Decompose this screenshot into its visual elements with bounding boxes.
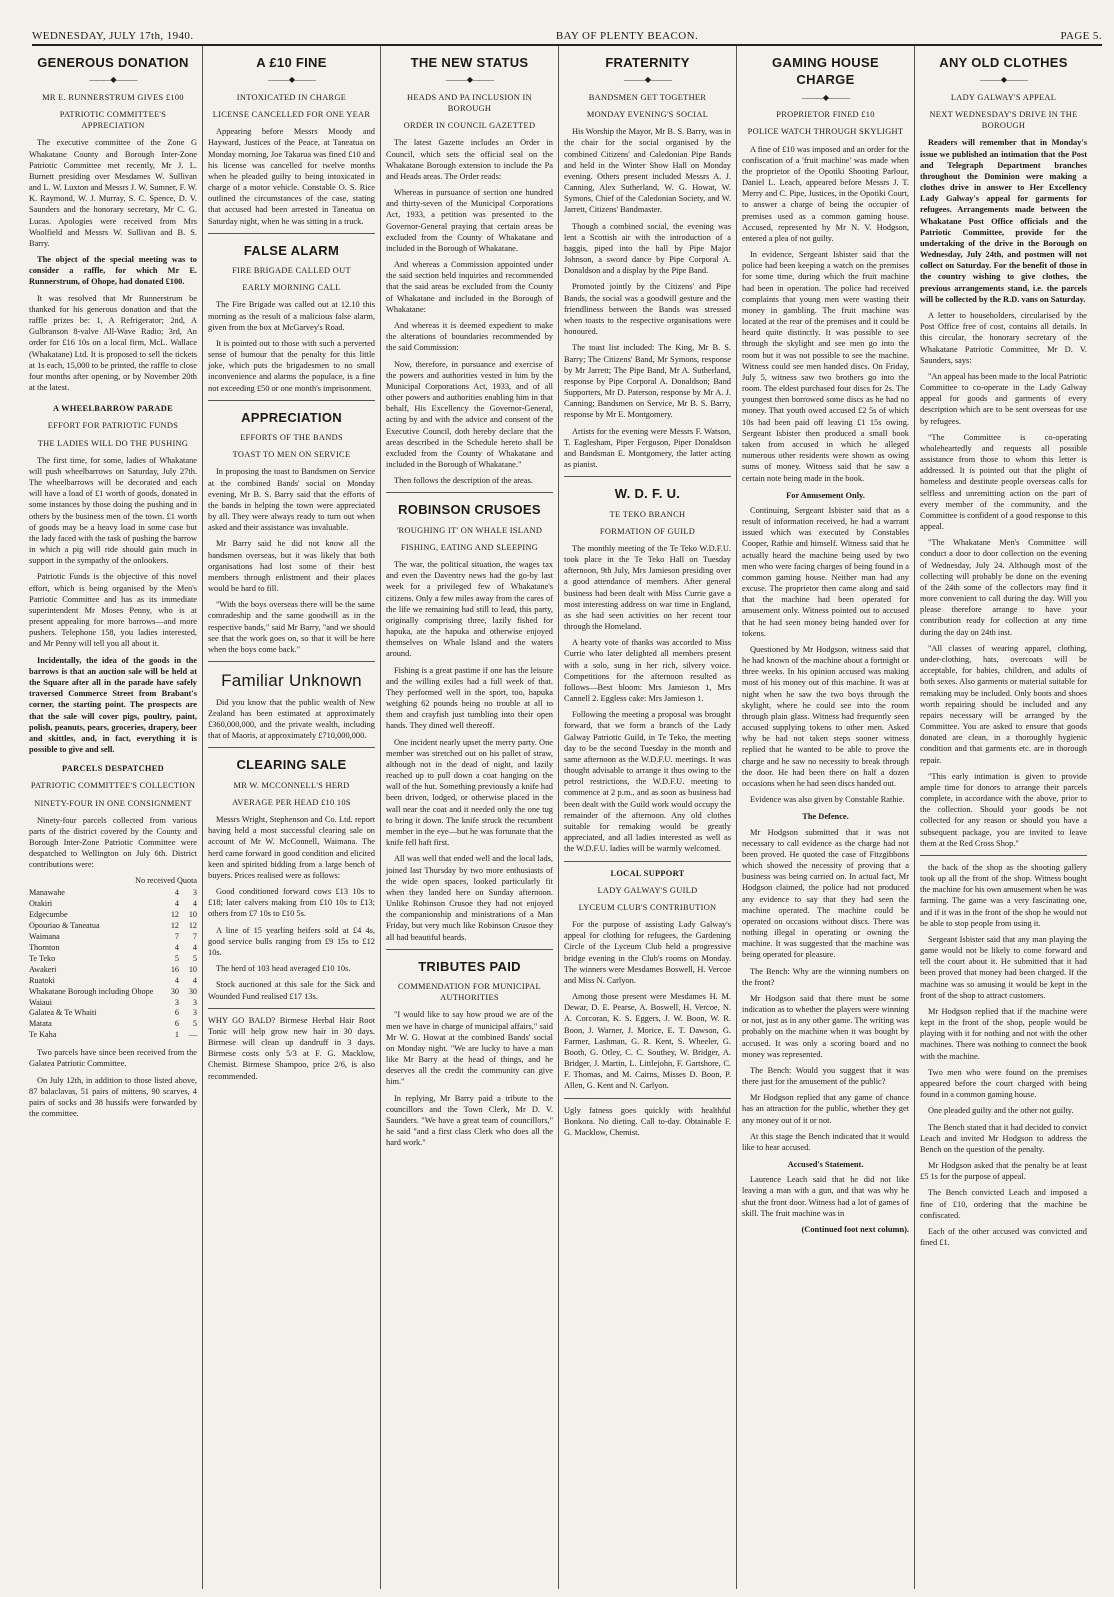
paragraph: The war, the political situation, the wages tax and even the Daventry news had the go-by last week for a privileged few of Whakatane's citizens. Only a few miles away from the cares of the life we remaining had still to lead, this party, originally comprising three, lazily fished for hapuka, ate the hapuka and otherwise enjoyed themselves on Whale Island and the waters around. — [386, 560, 553, 659]
headline-gaming-house-charge: GAMING HOUSE CHARGE — [772, 55, 879, 88]
paragraph: The executive committee of the Zone G Whakatane County and Borough Inter-Zone Patriotic Committee met recently, Mr J. L. Burnett presiding over Mesdames W. Sullivan and L. W. Luxton and Messrs J. W. Sumner, F. W. K. Raymond, W. J. Murray, S. C. Spence, D. V. Saunders and the honorary secretary, Mr C. G. Lucas. Apologies were received from Mrs Woolfield and Messrs W. Sullivan and B. S. Barry. — [29, 138, 197, 248]
column-6 — [914, 46, 1092, 1589]
table-cell-quota: 5 — [192, 1019, 197, 1029]
headline-fraternity: FRATERNITY — [605, 55, 690, 70]
paragraph: For the purpose of assisting Lady Galway's appeal for clothing for refugees, the Gardening Circle of the Lyceum Club held a progressive bridge evening in the Club's rooms on Monday. The winners were Mesdames Boswell, H. Vercoe and Miss N. Carlyon. — [564, 920, 731, 985]
paragraph: Incidentally, the idea of the goods in the barrows is that an auction sale will be held at the Square after all in the parade have safely traversed Commerce Street from Brabant's corner, the starting point. The prospects are that the sale will cover pigs, poultry, paint, polish, peanuts, pears, groceries, drapery, beer and skittles, and, in fact, everything it is possible to give and sell. — [29, 655, 197, 755]
table-cell-quota: 10 — [188, 964, 197, 974]
table-cell-name: Waiaui — [29, 997, 52, 1007]
table-cell-received: 4 — [174, 899, 179, 909]
section-subhead: For Amusement Only. — [786, 490, 865, 500]
column-4 — [558, 46, 736, 1589]
divider — [564, 1098, 731, 1099]
column-3 — [380, 46, 558, 1589]
table-cell-received: 1 — [174, 1030, 179, 1040]
paragraph: Two men who were found on the premises appeared before the court charged with being found in a common gaming house. — [920, 1067, 1087, 1100]
table-cell-quota: 10 — [188, 910, 197, 920]
subhead: EARLY MORNING CALL — [242, 283, 341, 293]
paragraph: At this stage the Bench indicated that it would like to hear accused. — [742, 1131, 909, 1152]
paragraph: And whereas a Commission appointed under the said section held inquiries and recommended that the said areas be excluded from the County of Whakatane and included in the Borough of Whakatane: — [386, 260, 553, 314]
table-row — [29, 987, 197, 998]
subhead: THE LADIES WILL DO THE PUSHING — [37, 438, 189, 448]
table-cell-name: Manawahe — [29, 888, 65, 898]
table-cell-quota: 30 — [188, 986, 197, 996]
paragraph: "The Whakatane Men's Committee will conduct a door to door collection on the evening of Wednesday, July 24. Although most of the collecting will probably be done on the evening of the 24th some of the collectors may find it more convenient to call during the day. Will you please therefore arrange to have your contribution ready for collection at any time during the day on 24th inst. — [920, 538, 1087, 637]
subhead: POLICE WATCH THROUGH SKYLIGHT — [747, 127, 904, 137]
subhead: PATRIOTIC COMMITTEE'S COLLECTION — [30, 781, 196, 791]
paragraph: Artists for the evening were Messrs F. Watson, T. Eaglesham, Piper Ferguson, Piper Donaldson and Bandsman E. Montgomery, the latter acting as pianist. — [564, 426, 731, 470]
table-cell-received: 5 — [174, 953, 179, 963]
divider — [564, 861, 731, 862]
table-cell-quota: 12 — [188, 921, 197, 931]
table-cell-name: Waimana — [29, 932, 60, 942]
paragraph: "I would like to say how proud we are of the men we have in charge of municipal affairs," said Mr W. G. Howat at the combined Bands' social on Monday night. "We are lucky to have a man like Mr Barry at the head of things, and he deserves all the credit the community can give him." — [386, 1010, 553, 1087]
subhead: LADY GALWAY'S APPEAL — [950, 92, 1057, 102]
paragraph: And whereas it is deemed expedient to make the alterations of boundaries recommended by the said Commission: — [386, 321, 553, 353]
paragraph: All was well that ended well and the local lads, joined last Thursday by two more enthusiasts of the wide open spaces, looked particularly fit when they landed here on Sunday afternoon. Unlike Robinson Crusoe they had not enjoyed the companionship and ministrations of a Man Friday, but very much like Robinson Crusoe they all had beautiful beards. — [386, 854, 553, 942]
subhead: PROPRIETOR FINED £10 — [776, 110, 875, 120]
table-row — [29, 910, 197, 921]
paragraph: Evidence was also given by Constable Rathie. — [750, 795, 905, 805]
headline-ten-pound-fine: A £10 FINE — [256, 55, 327, 70]
table-cell-quota: — — [188, 1030, 197, 1040]
column-2 — [202, 46, 380, 1589]
headline-local-support: LOCAL SUPPORT — [610, 868, 685, 878]
table-row — [29, 1008, 197, 1019]
advertisement: Ugly fatness goes quickly with healthful Bonkora. No dieting. Call to-day. Obtainable F. G. Macklow, Chemist. — [564, 1105, 731, 1137]
table-cell-received: 12 — [170, 921, 179, 931]
table-row — [29, 998, 197, 1009]
table-cell-name: Whakatane Borough including Ohope — [29, 986, 154, 996]
paragraph: "With the boys overseas there will be the same comradeship and the same goodwill as in the respective bands," said Mr Barry, "and we should see that the work goes on, so that it will be here when the boys come back." — [208, 600, 375, 654]
paragraph: Questioned by Mr Hodgson, witness said that he had known of the machine about a fortnight or three weeks. In his opinion accused was making most of his money out of this machine. It was at night when he saw the two boys through the skylight, where he could see into the room through plain glass. Witness had frequently seen accused supplying tokens to other men. Asked why he had not taken steps sooner witness replied that he wanted to be able to prove the charge and he saw no necessity to break through the door. He had been there on half a dozen occasions when he had seen discs handed out. — [742, 644, 909, 788]
paragraph: "An appeal has been made to the local Patriotic Committee to co-operate in the Lady Galway appeal for goods and garments of every description which are to be sent overseas for use by refugees. — [920, 371, 1087, 426]
paragraph: Mr Hodgson replied that if the machine were kept in the front of the shop, people would be playing with it for nothing and not with the other machines. There was nothing to connect the book with the machine. — [920, 1006, 1087, 1061]
subhead: TE TEKO BRANCH — [609, 509, 686, 519]
ornament-rule: ———◆——— — [267, 75, 316, 85]
divider — [386, 949, 553, 950]
paragraph: Continuing, Sergeant Isbister said that as a result of information received, he had a warrant issued which was executed by Constables Cooper, Rathie and himself. Witness said that he actually heard the machine being used by two men who were facing charges of being found in a common gaming house. Neither man had any excuse. The proprietor then came along and said that the machine had been operated for amusement only. Witness pointed out to accused that he had seen money being handed over for tokens. — [742, 505, 909, 638]
table-cell-quota: 4 — [192, 943, 197, 952]
paragraph: Now, therefore, in pursuance and exercise of the powers and authorities vested in him by the Municipal Corporations Act, 1933, and of all other powers and authorities enabling him in that behalf, His Excellency the Governor-General, acting by and with the advice and consent of the Executive Council, doth hereby declare that the areas described in the Schedule hereto shall be excluded from the County of Whakatane and included in the Borough of Whakatane." — [386, 359, 553, 470]
subhead: TOAST TO MEN ON SERVICE — [232, 450, 351, 460]
paragraph: Mr Hodgson said that there must be some indication as to whether the players were winning or not, just as in any other game. The writing was probably on the machine when it was bought by accused. It was only a scoring board and no money was represented. — [742, 993, 909, 1059]
paragraph: One pleaded guilty and the other not guilty. — [928, 1106, 1074, 1116]
paragraph: It was resolved that Mr Runnerstrum be thanked for his generous donation and that the raffle prizes be: 1, A Refrigerator; 2nd, A Gulbranson 8-valve All-Wave Radio; 3rd, An order for £16 10s on a local firm, McL. Wallace (Whakatane) Ltd. It is proposed to sell the tickets at 1s each, 15,000 to be printed, the raffle to close four months after opening, or by November 20th at the latest. — [29, 293, 197, 393]
headline-wdfu: W. D. F. U. — [614, 486, 681, 502]
table-cell-name: Matata — [29, 1019, 52, 1029]
subhead: BANDSMEN GET TOGETHER — [588, 92, 707, 102]
table-cell-received: 30 — [170, 986, 179, 996]
paragraph: The first time, for some, ladies of Whakatane will push wheelbarrows on Saturday, July 27th. The wheelbarrows will be decorated and each will have a load of £1 worth of goods, donated in some instances by those doing the pushing and in others by the business men of the town. £1 worth of goods may be a heavy load in some case but the lady faced with the task of pushing the barrow in which a pig will ride should gain much in support in the sympathy of the onlookers. — [29, 455, 197, 566]
subhead: MR E. RUNNERSTRUM GIVES £100 — [42, 92, 184, 102]
divider — [208, 747, 375, 748]
paragraph: Good conditioned forward cows £13 10s to £18; later calvers making from £10 10s to £13; others from £7 10s to £10 5s. — [208, 887, 375, 919]
table-cell-received: 12 — [170, 910, 179, 920]
paragraph: Mr Hodgson submitted that it was not necessary to call evidence as the charge had not been proved. He quoted the case of Fitzgibbons which showed the necessity of proving that a business was being carried on. In actual fact, Mr Hodgson claimed, the police had not produced any evidence to say that they had seen the machine operated. The machine could be operated on occasions without discs. There was nothing illegal in operating or owning the machine. It was suggested that the machine was being operated for pleasure. — [742, 827, 909, 960]
paragraph: "This early intimation is given to provide ample time for donors to arrange their parcels complete, in accordance with the above, prior to the collection. Should your goods be not collected for any reason or should you have a subsequent package, you are invited to leave them at the Red Cross Shop." — [920, 771, 1087, 848]
divider — [208, 1008, 375, 1009]
paragraph: The object of the special meeting was to consider a raffle, for which Mr E. Runnerstrum, of Ohope, had donated £100. — [29, 255, 197, 287]
table-cell-name: Thornton — [29, 943, 60, 952]
paragraph: A hearty vote of thanks was accorded to Miss Currie who later delighted all members present with a solo, sung in her rich, silvery voice. Competitions for the afternoon resulted as follows—Best bloom: Mrs Jamieson 1, Mrs Cannell 2. Eggless cake: Mrs Jamieson 1. — [564, 638, 731, 704]
column-1 — [24, 46, 202, 1589]
headline-clearing-sale: CLEARING SALE — [236, 757, 347, 773]
table-row — [29, 976, 197, 987]
paragraph: Following the meeting a proposal was brought forward, that we form a branch of the Lady Galway Patriotic Guild, in Te Teko, the meeting day to be the second Tuesday in the month and same afternoon as the W.D.F.U. meetings. It was thought advisable to arrange it thus owing to the petrol restrictions, the W.D.F.U. meeting to commence at 2 p.m., and as soon as business had been dealt with the Guild work would occupy the remainder of the afternoon. Any old clothes suitable for remaking would be greatly appreciated, and all ladies interested as well as the W.D.F.U. ladies will be warmly welcomed. — [564, 710, 731, 854]
headline-robinson-crusoes: ROBINSON CRUSOES — [398, 502, 541, 518]
column-5 — [736, 46, 914, 1589]
divider — [920, 855, 1087, 856]
divider — [386, 492, 553, 493]
paragraph: Messrs Wright, Stephenson and Co. Ltd. report having held a most successful clearing sale on account of Mr W. McConnell, Waimana. The herd came forward in good condition and elicited keen and spirited bidding from a large bench of buyers. Prices realised were as follows: — [208, 815, 375, 880]
paragraph: Two parcels have since been received from the Galatea Patriotic Committee. — [29, 1048, 197, 1069]
headline-wheelbarrow-parade: A WHEELBARROW PARADE — [52, 404, 173, 414]
table-cell-received: 7 — [174, 932, 179, 942]
paragraph: His Worship the Mayor, Mr B. S. Barry, was in the chair for the social organised by the combined Citizens' and Caledonian Pipe Bands and held in the Winter Show Hall on Monday evening. Others present included Messrs A. J. Canning, Alex Sutherland, W. G. Howat, W. Symons, Chief of the Caledonian Society, and W. Jarrett, Citizens' Bandmaster. — [564, 127, 731, 215]
paragraph: In replying, Mr Barry paid a tribute to the councillors and the Town Clerk, Mr D. V. Saunders. "We have a great team of councillors," he said "and a first class Clerk who does all the hard work." — [386, 1093, 553, 1148]
headline-familiar-unknown: Familiar Unknown — [221, 671, 362, 691]
subhead: LICENSE CANCELLED FOR ONE YEAR — [212, 110, 371, 120]
paragraph: Stock auctioned at this sale for the Sick and Wounded Fund realised £17 13s. — [208, 980, 375, 1001]
table-header: No received Quota — [135, 875, 197, 885]
table-cell-name: Otakiri — [29, 899, 53, 909]
subhead: INTOXICATED IN CHARGE — [236, 92, 347, 102]
subhead: EFFORT FOR PATRIOTIC FUNDS — [47, 421, 179, 431]
paragraph: Sergeant Isbister said that any man playing the game would not be likely to come forward and tell the court about it. He submitted that it had been proved that money had been charged. If the machine was so amusing it would be kept in the front of the shop to attract customers. — [920, 934, 1087, 1000]
subhead: MR W. MCCONNELL'S HERD — [233, 780, 350, 790]
paragraph: The latest Gazette includes an Order in Council, which sets the official seal on the Whakatane Borough extension to include the Pa and Heads areas. The Order reads: — [386, 138, 553, 181]
headline-false-alarm: FALSE ALARM — [243, 242, 340, 258]
page-number: PAGE 5. — [1060, 30, 1102, 42]
subhead: FISHING, EATING AND SLEEPING — [400, 542, 539, 552]
paragraph: The Fire Brigade was called out at 12.10 this morning as the result of a malicious false alarm, given from the box at McGarvey's Road. — [208, 300, 375, 332]
table-row — [29, 954, 197, 965]
paragraph: The Bench convicted Leach and imposed a fine of £10, ordering that the machine be confiscated. — [920, 1188, 1087, 1220]
paragraph: The Bench stated that it had decided to convict Leach and invited Mr Hodgson to address the Bench on the question of the penalty. — [920, 1122, 1087, 1154]
paragraph: the back of the shop as the shooting gallery took up all the front of the shop. Witness bought the machine for his own amusement when he was farming. The game was a very fascinating one, and if it was in the front of the shop he would not be able to stop people from using it. — [920, 862, 1087, 928]
advertisement: WHY GO BALD? Birmese Herbal Hair Root Tonic will help grow new hair in 30 days. Birmese will clean up dandruff in 3 days. Birmese costs only 5/3 at F. G. Macklow, Chemist. Birmese Shampoo, price 2/6, is also recommended. — [208, 1015, 375, 1081]
headline-tributes-paid: TRIBUTES PAID — [418, 958, 521, 974]
subhead: EFFORTS OF THE BANDS — [240, 433, 343, 443]
table-cell-name: Galatea & Te Whaiti — [29, 1008, 97, 1018]
paragraph: "The Committee is co-operating wholeheartedly and requests all possible assistance from those to whom this letter is addressed. It is pointed out that the plight of homeless and destitute people overseas calls for selfless and unremitting action on the part of every member of the community, and the Committee is confident of a good response to this appeal. — [920, 432, 1087, 532]
subhead: ORDER IN COUNCIL GAZETTED — [403, 121, 536, 131]
table-cell-name: Opouriao & Taneatua — [29, 921, 100, 931]
paragraph: On July 12th, in addition to those listed above, 87 balaclavas, 51 pairs of mittens, 90 scarves, 4 pairs of socks and 38 hussifs were forwarded by the committee. — [29, 1075, 197, 1119]
divider — [208, 400, 375, 401]
columns — [24, 46, 1102, 1589]
subhead: HEADS AND PA INCLUSION IN BOROUGH — [407, 92, 532, 114]
paragraph: It is pointed out to those with such a perverted sense of humour that the penalty for this little joke, which puts the brigadesmen to no small inconvenience and alarms the populace, is a fine not exceeding £50 or one month's imprisonment. — [208, 338, 375, 393]
subhead: MONDAY EVENING'S SOCIAL — [586, 110, 709, 120]
subhead: 'ROUGHING IT' ON WHALE ISLAND — [396, 525, 543, 535]
ornament-rule: ———◆——— — [445, 75, 494, 85]
table-cell-quota: 7 — [192, 932, 197, 942]
subhead: LADY GALWAY'S GUILD — [597, 885, 698, 895]
headline-any-old-clothes: ANY OLD CLOTHES — [939, 55, 1068, 70]
paragraph: In proposing the toast to Bandsmen on Service at the combined Bands' social on Monday evening, Mr B. S. Barry said that the efforts of the bands in helping the town were appreciated by all. They were always ready to turn out when asked and their assistance was invaluable. — [208, 467, 375, 533]
table-row — [29, 1019, 197, 1030]
continued-note: (Continued foot next column). — [801, 1225, 909, 1234]
paragraph: A letter to householders, circularised by the Post Office free of cost, contains all details. In this circular, the honorary secretary of the Whakatane Patriotic Committee, Mr D. V. Saunders, says: — [920, 311, 1087, 365]
table-cell-received: 3 — [174, 997, 179, 1007]
ornament-rule: ———◆——— — [979, 75, 1028, 85]
paragraph: Among those present were Mesdames H. M. Dewar, D. E. Pearse, A. Boswell, H. Vercoe, N. A. Corcoran, K. S. Eggers, J. W. Boon, W. R. Boon, J. Warner, J. Morice, E. T. Dawson, G. Farmer, Lashman, G. R. Kent, S. Wheeler, G. Booth, G. Otley, C. C. Southey, W. Bridger, A. Bridger, J. Martin, L. Littlejohn, F. Gartshore, C. F. Thomas, and M. Cairns, Misses D. Boon, P. Allen, G. Kent and N. Carlyon. — [564, 992, 731, 1091]
table-cell-received: 6 — [174, 1019, 179, 1029]
paragraph: The Bench: Would you suggest that it was there just for the amusement of the public? — [742, 1065, 909, 1087]
masthead — [32, 26, 1102, 46]
table-row — [29, 965, 197, 976]
table-cell-name: Te Teko — [29, 953, 56, 963]
headline-appreciation: APPRECIATION — [241, 409, 342, 425]
section-subhead: Accused's Statement. — [787, 1160, 864, 1170]
divider — [564, 476, 731, 477]
table-row — [29, 943, 197, 954]
paragraph: Mr Barry said he did not know all the bandsmen overseas, but it was likely that both organisations had lost some of their best members through enlistment and their places would be hard to fill. — [208, 539, 375, 594]
paragraph: A line of 15 yearling heifers sold at £4 4s, good service bulls ranging from £9 15s to £12 10s. — [208, 925, 375, 957]
subhead: PATRIOTIC COMMITTEE'S APPRECIATION — [59, 110, 167, 131]
table-cell-quota: 3 — [192, 1008, 197, 1018]
table-cell-name: Awakeri — [29, 964, 57, 974]
paragraph: Laurence Leach said that he did not like leaving a man with a gun, and that was why he shut the front door. Witness had a lot of games of skill. The fruit machine was in — [742, 1175, 909, 1218]
paragraph: Mr Hodgson asked that the penalty be at least £5 1s for the purpose of appeal. — [920, 1161, 1087, 1182]
table-row — [29, 888, 197, 899]
paragraph: Though a combined social, the evening was lent a Scottish air with the introduction of a haggis, piped into the hall by Pipe Major Johnson, a sword dance by Pipe Corporal A. Donaldson and a display by the Pipe Band. — [564, 221, 731, 276]
paragraph: The monthly meeting of the Te Teko W.D.F.U. took place in the Te Teko Hall on Tuesday afternoon, 9th July, Mrs Jamieson presiding over a good attendance of members. After general business had been dealt with Miss Currie gave a most interesting address on war time in England, as she had seen activities on her recent tour through the Homeland. — [564, 543, 731, 632]
table-cell-received: 4 — [174, 943, 179, 952]
subhead: FIRE BRIGADE CALLED OUT — [232, 266, 351, 276]
subhead: LYCEUM CLUB'S CONTRIBUTION — [578, 902, 717, 912]
paragraph: The toast list included: The King, Mr B. S. Barry; The Citizens' Band, Mr Symons, response by Mr Jarrett; The Pipe Band, Mr A. Sutherland, response by Pipe Corporal A. Donaldson; Band Supporters, Mr D. Paterson, response by Mr A. J. Canning; Bandsmen on Service, Mr B. S. Barry, response by Mr E. Montgomery. — [564, 343, 731, 420]
table-cell-received: 16 — [170, 964, 179, 974]
table-row — [29, 1030, 197, 1041]
ornament-rule: ———◆——— — [801, 92, 850, 102]
paragraph: "All classes of wearing apparel, clothing, under-clothing, hats, overcoats will be acceptable, for babies, children, and adults of both sexes. Also garments or material suitable for remaking may be included. Only boots and shoes worth repairing should be included and any repairs necessary will be arranged by the Committee. You are asked to ensure that goods donated are clean, in a thoroughly hygienic condition and that garments etc. are in thorough repair. — [920, 643, 1087, 765]
headline-new-status: THE NEW STATUS — [410, 55, 529, 70]
table-cell-name: Te Kaha — [29, 1030, 57, 1040]
table-cell-quota: 3 — [192, 888, 197, 898]
table-row — [29, 921, 197, 932]
paragraph: Ninety-four parcels collected from various parts of the district covered by the County and Borough Inter-Zone Patriotic Committee were despatched to Wellington on July 6th. District contributions were: — [29, 815, 197, 870]
issue-date: WEDNESDAY, JULY 17th, 1940. — [32, 30, 194, 42]
divider — [208, 233, 375, 234]
table-row — [29, 932, 197, 943]
paragraph: Whereas in pursuance of section one hundred and thirty-seven of the Municipal Corporations Act, 1933, a petition was presented to the Governor-General praying that certain areas be excluded from the County of Whakatane and included in the Borough of Whakatane. — [386, 188, 553, 253]
paragraph: Then follows the description of the areas. — [394, 476, 533, 486]
paragraph: One incident nearly upset the merry party. One member was stretched out on his pallet of straw, although not in the dead of night, and lazily reached up to pull down a coat hanging on the wall of the hut. Something previously a knife had been driven, lodged, or otherwise placed in the wall near the coat and it needed only the one tug to bring it down. The knife struck the recumbent member in the eye—but he was fortunate that the knife fell haft first. — [386, 737, 553, 848]
paper-title: BAY OF PLENTY BEACON. — [555, 30, 699, 42]
ornament-rule: ———◆——— — [89, 75, 137, 85]
paragraph: Fishing is a great pastime if one has the leisure and the willing exiles had a full week of that. They performed well in the sport, too, hapuka weighing 62 pounds being no trouble at all to them and crayfish just tumbling into their open hands. They dined well thereoff. — [386, 665, 553, 731]
subhead: AVERAGE PER HEAD £10 10S — [232, 797, 351, 807]
subhead: NINETY-FOUR IN ONE CONSIGNMENT — [34, 798, 192, 808]
table-cell-quota: 4 — [192, 975, 197, 985]
table-cell-received: 6 — [174, 1008, 179, 1018]
paragraph: Mr Hodgson replied that any game of chance has an attraction for the public, whether they get any money out of it or not. — [742, 1093, 909, 1125]
paragraph: Readers will remember that in Monday's issue we published an intimation that the Post and Telegraph Department branches throughout the Dominion were making a clothes drive in answer to Her Excellency Lady Galway's appeal for garments for refugees. Arrangements made between the Whakatane Post Office officials and the Patriotic Committee, provide for the undertaking of the drive in the Borough on Wednesday, July 24th, and postmen will not collect on Saturday. For the benefit of those in the country wishing to give clothes, the previous arrangements stand, i.e. the parcels will be collected by the R.D. vans on Saturday. — [920, 138, 1087, 304]
paragraph: Promoted jointly by the Citizens' and Pipe Bands, the social was a goodwill gesture and the friendliness between the Bands was stressed when toasts to the respective organisations were honoured. — [564, 282, 731, 337]
paragraph: The Bench: Why are the winning numbers on the front? — [742, 966, 909, 987]
table-row — [29, 899, 197, 910]
table-cell-received: 4 — [174, 975, 179, 985]
paragraph: Each of the other accused was convicted and fined £1. — [920, 1226, 1087, 1248]
table-cell-name: Edgecumbe — [29, 910, 68, 920]
ornament-rule: ———◆——— — [623, 75, 672, 85]
paragraph: Did you know that the public wealth of New Zealand has been estimated at approximately £360,000,000, and the private wealth, including that of Maoris, at approximately £710,000,000. — [208, 697, 375, 741]
paragraph: Appearing before Messrs Moody and Hayward, Justices of the Peace, at Taneatua on Monday morning, Joe Takarua was fined £10 and his license was cancelled for twelve months when he pleaded guilty to being intoxicated in charge of a motor vehicle. Constable O. S. Rice outlined the circumstances of the case, stating that accused had been arrested in Taneatua on Saturday night, when he was sitting in a truck. — [208, 127, 375, 226]
headline-parcels-despatched: PARCELS DESPATCHED — [62, 764, 164, 774]
table-cell-name: Ruatoki — [29, 975, 55, 985]
paragraph: The herd of 103 head averaged £10 10s. — [216, 964, 351, 974]
table-cell-received: 4 — [174, 888, 179, 898]
paragraph: In evidence, Sergeant Isbister said that the police had been keeping a watch on the premises for some time, during which the fruit machine had been in operation. The police had received complaints that young men were wasting their money in gambling. The fruit machine was located at the rear of the premises and it could be heard quite distinctly. It was possible to see through the skylight and see men go into the room but it was not possible to see the machine. Witness could see men handed discs. On Friday, July 5, witness saw two brothers go into the room. The eldest purchased four discs for 2s. The youngest then borrowed some discs as he had no money. That youth owed accused £2 5s of which 10s had been paid off leaving £1 15s owing. Sergeant Isbister then produced a small book taken from accused in which he alleged numerous other residents were shown as owing sums of money. Witness said that he saw a certain note being made in the book. — [742, 250, 909, 483]
paragraph: Patriotic Funds is the objective of this novel effort, which is being organised by the Men's Patriotic Committee and has as its immediate superintendent Mr Moses Penny, who is at present appealing for more barrows—and more pushers. Telephone 158, you ladies interested, and Mr Penny will tell you all about it. — [29, 572, 197, 649]
paragraph: A fine of £10 was imposed and an order for the confiscation of a 'fruit machine' was made when the proprietor of the Opotiki Shooting Parlour, Daniel L. Leach, appeared before Messrs J. T. Merry and C. Pipe, Justices, in the Opotiki Court, to answer a charge of being the occupier of premises used as a common gaming house. Accused, represented by Mr N. V. Hodgson, entered a plea of not guilty. — [742, 144, 909, 243]
divider — [208, 661, 375, 662]
table-cell-quota: 5 — [192, 953, 197, 963]
table-cell-quota: 4 — [192, 899, 197, 909]
section-subhead: The Defence. — [802, 812, 849, 822]
table-cell-quota: 3 — [192, 997, 197, 1007]
quota-table — [29, 888, 197, 1041]
subhead: COMMENDATION FOR MUNICIPAL AUTHORITIES — [398, 981, 541, 1003]
subhead: FORMATION OF GUILD — [599, 526, 696, 536]
headline-generous-donation: GENEROUS DONATION — [37, 55, 189, 70]
subhead: NEXT WEDNESDAY'S DRIVE IN THE BOROUGH — [929, 110, 1078, 131]
